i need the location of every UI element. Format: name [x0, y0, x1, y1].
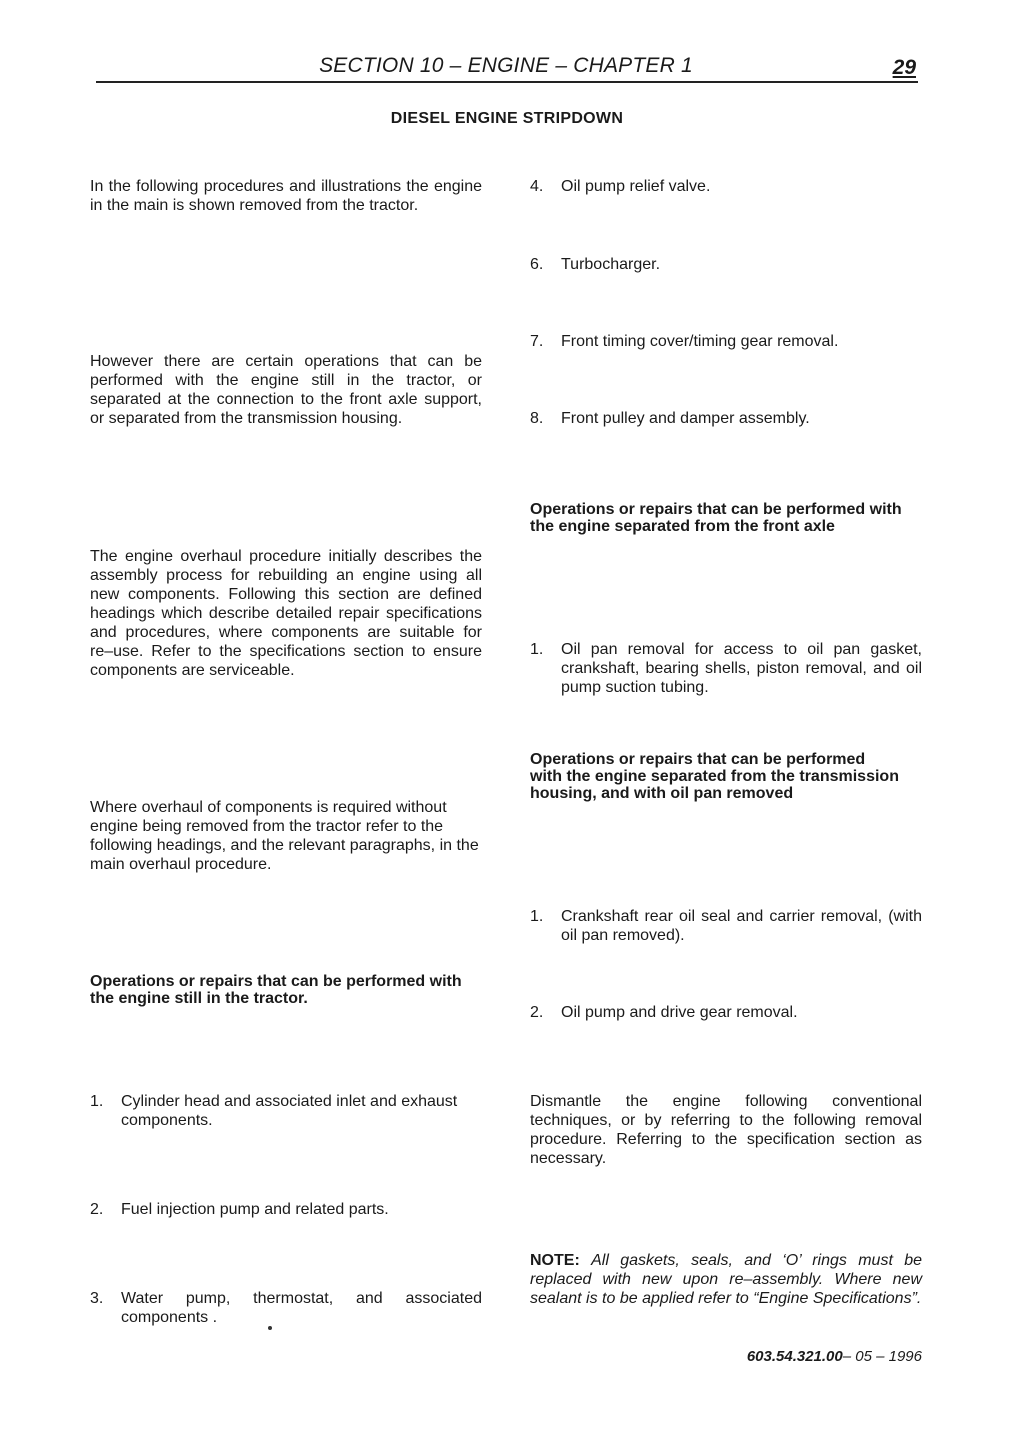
- list-item-number: 7.: [530, 333, 544, 350]
- list-item-number: 4.: [530, 178, 544, 195]
- list-item-text: Oil pan removal for access to oil pan gasket, crankshaft, bearing shells, piston removal, and oil pump suction tubing.: [561, 641, 922, 696]
- list-item: [530, 640, 922, 697]
- note-label: NOTE:: [530, 1252, 580, 1269]
- document-number: 603.54.321.00: [746, 1348, 843, 1365]
- operations-paragraph: However there are certain operations that can be performed with the engine still in the tractor, or separated at the connection to the front axle support, or separated from the transmission housing.: [90, 353, 482, 427]
- list-item-number: 8.: [530, 410, 544, 427]
- page-title: DIESEL ENGINE STRIPDOWN: [390, 110, 624, 127]
- list-item: [530, 1003, 922, 1022]
- list-item: [530, 255, 922, 274]
- list-item-text: Fuel injection pump and related parts.: [121, 1201, 389, 1218]
- list-item-text: Oil pump and drive gear removal.: [561, 1004, 798, 1021]
- list-item: [530, 332, 922, 351]
- heading-in-tractor: Operations or repairs that can be performed with the engine still in the tractor.: [90, 973, 462, 1007]
- list-item-number: 6.: [530, 256, 544, 273]
- list-item: [530, 177, 922, 196]
- list-item-number: 1.: [530, 641, 544, 658]
- list-item-text: Water pump, thermostat, and associated components .: [121, 1290, 482, 1326]
- list-item: [530, 409, 922, 428]
- document-code: [600, 1348, 922, 1365]
- list-item-number: 1.: [530, 908, 544, 925]
- list-item-number: 1.: [90, 1093, 104, 1110]
- list-item-number: 3.: [90, 1290, 104, 1307]
- overhaul-paragraph: The engine overhaul procedure initially describes the assembly process for rebuilding an engine using all new components. Following this section are defined headings which describe detailed repair specifications and procedures, where components are suitable for re–use. Refer to the specifications section to ensure components are serviceable.: [90, 548, 482, 679]
- list-item-number: 2.: [530, 1004, 544, 1021]
- list-item: [90, 1289, 482, 1327]
- section-header: SECTION 10 – ENGINE – CHAPTER 1: [319, 54, 693, 77]
- list-item-text: Front pulley and damper assembly.: [561, 410, 810, 427]
- header-rule: [96, 81, 918, 83]
- document-date: – 05 – 1996: [842, 1348, 922, 1365]
- overhaul-reference-paragraph: Where overhaul of components is required without engine being removed from the tractor refer to the following headings, and the relevant paragraphs, in the main overhaul procedure.: [90, 799, 479, 873]
- list-item-text: Turbocharger.: [561, 256, 661, 273]
- list-item: [90, 1200, 482, 1219]
- dismantle-paragraph: Dismantle the engine following conventional techniques, or by referring to the following removal procedure. Referring to the specification section as necessary.: [530, 1093, 922, 1167]
- list-item-number: 2.: [90, 1201, 104, 1218]
- list-item-text: Oil pump relief valve.: [561, 178, 711, 195]
- stray-mark: [268, 1326, 272, 1330]
- list-item-text: Cylinder head and associated inlet and exhaust components.: [121, 1093, 458, 1129]
- list-item: [90, 1092, 482, 1130]
- page-number: 29: [892, 56, 916, 79]
- heading-transmission: Operations or repairs that can be performed with the engine separated from the transmission housing, and with oil pan removed: [530, 751, 899, 802]
- list-item-text: Crankshaft rear oil seal and carrier removal, (with oil pan removed).: [561, 908, 922, 944]
- list-item-text: Front timing cover/timing gear removal.: [561, 333, 839, 350]
- intro-paragraph: In the following procedures and illustrations the engine in the main is shown removed from the tractor.: [90, 178, 482, 214]
- note-text: All gaskets, seals, and ‘O’ rings must be replaced with new upon re–assembly. Where new sealant is to be applied refer to “Engine Specifications”.: [530, 1252, 923, 1307]
- note-paragraph: [530, 1251, 922, 1308]
- list-item: [530, 907, 922, 945]
- heading-front-axle: Operations or repairs that can be performed with the engine separated from the front axle: [530, 501, 902, 535]
